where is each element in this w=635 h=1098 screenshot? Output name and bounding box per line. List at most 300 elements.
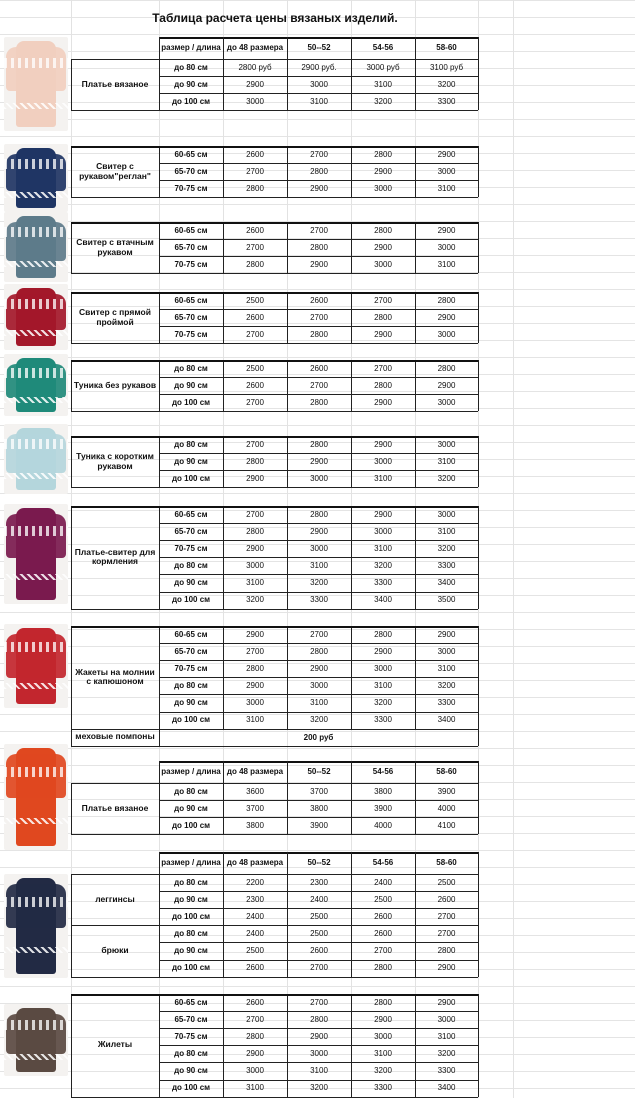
table-rule <box>351 37 352 110</box>
price-value: 2700 <box>310 963 328 973</box>
price-value: 2200 <box>246 877 264 887</box>
price-value: 2900 <box>310 1032 328 1042</box>
price-value: 2800 <box>310 1015 328 1025</box>
price-value: 3100 <box>374 80 392 90</box>
price-value: 2900 <box>437 225 456 235</box>
price-value: 3000 <box>374 664 392 674</box>
vest-photo <box>4 1004 68 1076</box>
price-value: 2900 <box>246 80 264 90</box>
price-value: 3200 <box>246 595 264 605</box>
price-value: 3300 <box>310 595 328 605</box>
table-rule <box>71 1097 478 1098</box>
price-value: 2800 <box>246 260 264 270</box>
column-header: 54-56 <box>372 767 394 777</box>
table-rule <box>478 994 479 1097</box>
price-value: 3100 <box>374 681 392 691</box>
price-value: 3800 <box>310 804 328 814</box>
table-rule <box>351 506 352 609</box>
table-rule <box>287 994 288 1097</box>
table-rule <box>287 626 288 729</box>
size-label: до 80 см <box>174 561 208 571</box>
size-label: до 80 см <box>174 929 208 939</box>
size-label: до 90 см <box>174 698 208 708</box>
table-rule <box>223 761 224 834</box>
price-value: 2800 <box>310 330 328 340</box>
table-rule <box>159 37 478 39</box>
table-rule <box>71 411 478 412</box>
price-value: 3300 <box>374 578 392 588</box>
table-rule <box>223 626 224 729</box>
price-value: 3200 <box>310 578 328 588</box>
knit-pattern-band <box>4 227 68 237</box>
price-value: 2600 <box>246 313 264 323</box>
table-rule <box>71 292 72 343</box>
table-rule <box>478 146 479 197</box>
table-rule <box>415 436 416 487</box>
size-label: 60-65 см <box>174 225 208 235</box>
table-rule <box>71 506 478 508</box>
price-value: 3000 <box>374 527 392 537</box>
product-name: Туника с коротким рукавом <box>76 450 154 471</box>
table-rule <box>351 852 352 977</box>
price-value: 2800 <box>374 225 392 235</box>
size-label: до 100 см <box>171 474 211 484</box>
table-rule <box>71 506 72 609</box>
price-value: 2700 <box>310 149 328 159</box>
price-value: 3000 <box>437 167 456 177</box>
column-header: до 48 размера <box>226 767 284 777</box>
price-value: 3000 руб <box>366 62 400 72</box>
price-value: 2700 <box>246 509 264 519</box>
size-label: до 100 см <box>171 595 211 605</box>
table-rule <box>71 783 159 784</box>
price-value: 3200 <box>374 97 392 107</box>
table-rule <box>415 626 416 729</box>
table-rule <box>71 59 72 110</box>
knit-pattern-band <box>4 261 68 267</box>
table-rule <box>159 761 478 763</box>
size-label: 65-70 см <box>174 1015 208 1025</box>
price-value: 2900 <box>437 149 456 159</box>
price-value: 3000 <box>437 398 456 408</box>
garment-sleeves <box>6 634 66 678</box>
price-value: 2700 <box>374 946 392 956</box>
price-value: 2600 <box>246 225 264 235</box>
price-value: 2500 <box>246 363 264 373</box>
price-value: 2900 <box>374 1015 392 1025</box>
price-value: 2800 <box>437 363 456 373</box>
size-header: размер / длина <box>161 43 221 53</box>
table-rule <box>71 783 72 834</box>
table-rule <box>223 436 224 487</box>
price-value: 2800 <box>374 997 392 1007</box>
price-value: 2300 <box>310 877 328 887</box>
size-label: 65-70 см <box>174 243 208 253</box>
knit-pattern-band <box>4 574 68 580</box>
table-rule <box>287 292 288 343</box>
knit-pattern-band <box>4 58 68 68</box>
price-value: 2800 <box>310 647 328 657</box>
price-value: 2500 <box>374 895 392 905</box>
price-value: 2600 <box>246 381 264 391</box>
size-label: 70-75 см <box>174 330 208 340</box>
sleeveless-tunic-photo <box>4 354 68 416</box>
price-value: 2800 <box>310 439 328 449</box>
table-rule <box>287 852 288 977</box>
price-value: 2700 <box>246 243 264 253</box>
price-value: 3000 <box>437 439 456 449</box>
price-value: 2600 <box>437 895 456 905</box>
table-rule <box>351 222 352 273</box>
size-label: до 90 см <box>174 80 208 90</box>
price-value: 2700 <box>246 167 264 177</box>
table-rule <box>223 360 224 411</box>
price-value: 2900 <box>437 313 456 323</box>
price-value: 3200 <box>374 1066 392 1076</box>
price-value: 2900 руб. <box>301 62 337 72</box>
price-value: 3200 <box>374 698 392 708</box>
table-rule <box>71 360 72 411</box>
table-rule <box>478 222 479 273</box>
table-rule <box>159 146 160 197</box>
price-value: 2900 <box>437 629 456 639</box>
knit-pattern-band <box>4 439 68 449</box>
price-value: 2800 руб <box>238 62 272 72</box>
size-label: 70-75 см <box>174 260 208 270</box>
price-value: 2800 <box>310 167 328 177</box>
price-value: 3500 <box>437 595 456 605</box>
table-rule <box>351 360 352 411</box>
size-label: до 80 см <box>174 439 208 449</box>
size-label: до 80 см <box>174 1049 208 1059</box>
table-rule <box>478 852 479 977</box>
price-value: 3000 <box>310 1049 328 1059</box>
price-value: 2500 <box>246 946 264 956</box>
price-value: 2800 <box>246 457 264 467</box>
table-rule <box>71 729 159 730</box>
price-value: 3000 <box>310 80 328 90</box>
price-value: 2700 <box>437 912 456 922</box>
table-rule <box>287 436 288 487</box>
table-rule <box>159 994 160 1097</box>
table-rule <box>159 626 160 746</box>
price-value: 2900 <box>374 330 392 340</box>
price-value: 2700 <box>310 225 328 235</box>
price-value: 2400 <box>310 895 328 905</box>
table-rule <box>415 222 416 273</box>
product-name: Туника без рукавов <box>73 379 157 390</box>
price-value: 2900 <box>374 398 392 408</box>
price-value: 3000 <box>246 561 264 571</box>
price-value: 3100 <box>374 544 392 554</box>
column-header: 54-56 <box>372 43 394 53</box>
price-value: 2900 <box>437 963 456 973</box>
price-value: 3900 <box>437 786 456 796</box>
table-rule <box>159 292 160 343</box>
price-value: 3100 <box>437 260 456 270</box>
knit-pattern-band <box>4 397 68 403</box>
size-label: 60-65 см <box>174 629 208 639</box>
table-rule <box>415 506 416 609</box>
price-value: 2700 <box>310 381 328 391</box>
knit-pattern-band <box>4 683 68 689</box>
table-rule <box>159 37 160 110</box>
table-rule <box>415 852 416 977</box>
table-rule <box>159 506 160 609</box>
price-value: 2800 <box>437 295 456 305</box>
price-value: 2900 <box>246 629 264 639</box>
size-label: 60-65 см <box>174 997 208 1007</box>
table-rule <box>415 761 416 834</box>
price-value: 3900 <box>310 821 328 831</box>
product-name: Свитер с прямой проймой <box>79 306 151 327</box>
table-rule <box>287 146 288 197</box>
table-rule <box>351 436 352 487</box>
price-value: 2500 <box>310 912 328 922</box>
price-value: 3100 <box>246 1083 264 1093</box>
knit-pattern-band <box>4 473 68 479</box>
price-value: 3200 <box>374 561 392 571</box>
table-rule <box>71 436 478 438</box>
price-value: 3300 <box>374 715 392 725</box>
knit-pattern-band <box>4 103 68 109</box>
price-value: 2900 <box>246 474 264 484</box>
price-value: 3000 <box>246 97 264 107</box>
knit-pattern-band <box>4 1054 68 1060</box>
table-rule <box>478 37 479 110</box>
table-rule <box>71 834 478 835</box>
price-value: 3200 <box>437 681 456 691</box>
table-rule <box>71 626 72 746</box>
table-rule <box>287 222 288 273</box>
price-value: 2500 <box>246 295 264 305</box>
price-value: 3000 <box>310 474 328 484</box>
price-value: 3000 <box>374 184 392 194</box>
size-label: до 90 см <box>174 895 208 905</box>
price-value: 2700 <box>310 997 328 1007</box>
price-value: 2900 <box>437 997 456 1007</box>
price-value: 2700 <box>246 330 264 340</box>
price-value: 3200 <box>310 1083 328 1093</box>
column-header: 58-60 <box>436 858 457 868</box>
price-value: 2700 <box>246 398 264 408</box>
table-rule <box>478 436 479 487</box>
table-rule <box>71 487 478 488</box>
table-rule <box>415 994 416 1097</box>
price-value: 3000 <box>437 243 456 253</box>
size-label: до 80 см <box>174 786 208 796</box>
size-label: 70-75 см <box>174 1032 208 1042</box>
price-value: 3000 <box>437 1015 456 1025</box>
price-value: 3000 <box>437 647 456 657</box>
table-rule <box>287 761 288 834</box>
leggings-photo <box>4 874 68 978</box>
table-rule <box>478 506 479 609</box>
price-value: 2800 <box>310 509 328 519</box>
table-rule <box>71 146 478 148</box>
knit-pattern-band <box>4 818 68 824</box>
knit-pattern-band <box>4 947 68 953</box>
price-value: 2500 <box>310 929 328 939</box>
price-value: 2700 <box>246 1015 264 1025</box>
price-value: 3100 <box>310 561 328 571</box>
table-rule <box>71 609 478 610</box>
size-label: до 100 см <box>171 821 211 831</box>
price-value: 3800 <box>246 821 264 831</box>
size-label: до 100 см <box>171 97 211 107</box>
price-value: 2700 <box>310 629 328 639</box>
table-rule <box>71 197 478 198</box>
column-header: 50--52 <box>307 858 331 868</box>
table-rule <box>415 292 416 343</box>
size-label: до 100 см <box>171 1083 211 1093</box>
size-label: 60-65 см <box>174 509 208 519</box>
table-rule <box>351 292 352 343</box>
price-value: 3100 <box>310 97 328 107</box>
price-value: 3300 <box>437 698 456 708</box>
price-value: 3300 <box>437 97 456 107</box>
price-value: 3400 <box>374 595 392 605</box>
price-value: 3900 <box>374 804 392 814</box>
size-label: до 100 см <box>171 912 211 922</box>
table-rule <box>287 37 288 110</box>
price-value: 3300 <box>374 1083 392 1093</box>
table-rule <box>71 273 478 274</box>
price-value: 2300 <box>246 895 264 905</box>
price-value: 2800 <box>374 149 392 159</box>
product-name: Свитер с втачным рукавом <box>76 236 154 257</box>
table-rule <box>159 360 160 411</box>
table-rule <box>351 146 352 197</box>
price-value: 2600 <box>246 997 264 1007</box>
product-name: Жилеты <box>97 1039 133 1050</box>
table-rule <box>159 852 160 977</box>
price-value: 3300 <box>437 561 456 571</box>
price-value: 4000 <box>437 804 456 814</box>
size-label: 65-70 см <box>174 647 208 657</box>
price-value: 2900 <box>374 243 392 253</box>
price-value: 3000 <box>310 681 328 691</box>
table-rule <box>223 506 224 609</box>
price-value: 2600 <box>246 149 264 159</box>
table-rule <box>287 360 288 411</box>
table-rule <box>415 146 416 197</box>
price-value: 2800 <box>310 243 328 253</box>
price-value: 2900 <box>310 527 328 537</box>
price-value: 2900 <box>246 544 264 554</box>
price-value: 2700 <box>374 295 392 305</box>
knit-pattern-band <box>4 526 68 536</box>
garment-sleeves <box>6 514 66 558</box>
price-value: 2900 <box>374 439 392 449</box>
price-value: 3800 <box>374 786 392 796</box>
table-rule <box>71 360 478 362</box>
size-label: 60-65 см <box>174 149 208 159</box>
table-rule <box>223 994 224 1097</box>
price-value: 2900 <box>310 184 328 194</box>
table-rule <box>71 222 478 224</box>
price-value: 2400 <box>246 912 264 922</box>
price-value: 2800 <box>310 398 328 408</box>
price-value: 2900 <box>310 457 328 467</box>
price-value: 3000 <box>374 457 392 467</box>
size-label: до 80 см <box>174 62 208 72</box>
knit-pattern-band <box>4 330 68 336</box>
price-value: 2900 <box>246 681 264 691</box>
size-label: 70-75 см <box>174 664 208 674</box>
table-rule <box>223 146 224 197</box>
price-value: 3000 <box>246 698 264 708</box>
table-rule <box>415 37 416 110</box>
price-value: 2900 <box>310 260 328 270</box>
price-value: 2800 <box>246 527 264 537</box>
price-value: 2800 <box>374 963 392 973</box>
table-rule <box>478 292 479 343</box>
knit-pattern-band <box>4 1020 68 1030</box>
table-rule <box>223 222 224 273</box>
price-value: 2800 <box>374 381 392 391</box>
price-value: 2400 <box>246 929 264 939</box>
knit-pattern-band <box>4 642 68 652</box>
size-label: до 80 см <box>174 363 208 373</box>
column-header: до 48 размера <box>226 43 284 53</box>
price-value: 2600 <box>310 363 328 373</box>
price-value: 3000 <box>374 1032 392 1042</box>
straight-armhole-sweater-photo <box>4 284 68 350</box>
garment-sleeves <box>6 47 66 91</box>
price-value: 3100 <box>437 1032 456 1042</box>
extra-value: 200 руб <box>303 732 334 742</box>
price-value: 2600 <box>310 946 328 956</box>
price-value: 3200 <box>437 544 456 554</box>
knitted-dress-photo <box>4 37 68 131</box>
nursing-sweater-dress-photo <box>4 504 68 604</box>
table-rule <box>159 436 160 487</box>
knit-pattern-band <box>4 299 68 309</box>
size-label: 60-65 см <box>174 295 208 305</box>
price-value: 3100 <box>310 698 328 708</box>
price-value: 2700 <box>310 313 328 323</box>
table-rule <box>71 994 478 996</box>
price-value: 2900 <box>374 167 392 177</box>
size-label: до 90 см <box>174 578 208 588</box>
product-name: Платье вязаное <box>81 802 149 813</box>
price-value: 2900 <box>437 381 456 391</box>
size-header: размер / длина <box>161 767 221 777</box>
price-value: 3100 <box>437 527 456 537</box>
product-name: Жакеты на молнии с капюшоном <box>75 666 155 687</box>
table-rule <box>287 506 288 609</box>
price-value: 3100 <box>437 664 456 674</box>
price-value: 2800 <box>246 664 264 674</box>
size-label: 65-70 см <box>174 313 208 323</box>
price-value: 2400 <box>374 877 392 887</box>
table-rule <box>351 761 352 834</box>
column-header: 58-60 <box>436 767 457 777</box>
price-value: 2700 <box>374 363 392 373</box>
table-rule <box>71 626 478 628</box>
price-value: 2600 <box>374 929 392 939</box>
table-rule <box>351 626 352 729</box>
price-value: 2900 <box>246 1049 264 1059</box>
table-rule <box>71 59 159 60</box>
price-value: 4000 <box>374 821 392 831</box>
table-rule <box>159 852 478 854</box>
size-label: 70-75 см <box>174 184 208 194</box>
table-rule <box>71 994 72 1097</box>
size-label: до 90 см <box>174 381 208 391</box>
knit-pattern-band <box>4 897 68 907</box>
